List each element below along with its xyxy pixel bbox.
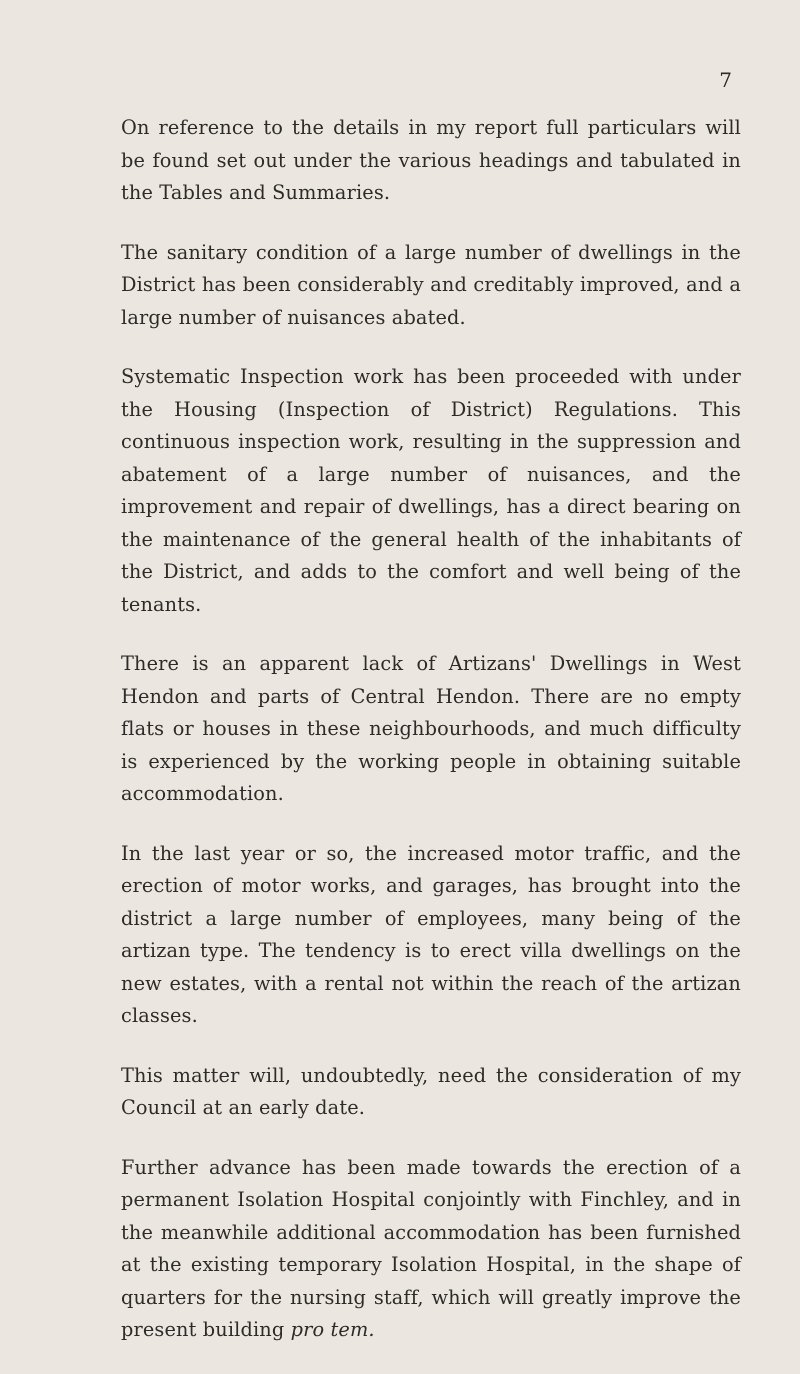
paragraph-sanitary-condition: The sanitary condition of a large number of dwellings in the District has been considerably and creditably improved, and a large number of nuisances abated. xyxy=(121,240,741,329)
document-body xyxy=(121,112,741,1374)
isolation-hospital-text: Further advance has been made towards the erection of a permanent Isolation Hospital conjointly with Finchley, and in the meanwhile additional accommodation has been furnished at the existing temporary Isolation Hospital, in the shape of quarters for the nursing staff, which will greatly improve the present building xyxy=(121,1155,741,1341)
paragraph-artizans-dwellings: There is an apparent lack of Artizans' Dwellings in West Hendon and parts of Central Hendon. There are no empty flats or houses in these neighbourhoods, and much difficulty is experienced by the working people in obtaining suitable accommodation. xyxy=(121,652,741,805)
paragraph-isolation-hospital xyxy=(121,1152,741,1347)
page-number: 7 xyxy=(719,68,732,92)
paragraph-motor-traffic: In the last year or so, the increased motor traffic, and the erection of motor works, and garages, has brought into the district a large number of employees, many being of the artizan type. The tendency is to erect villa dwellings on the new estates, with a rental not within the reach of the artizan classes. xyxy=(121,841,741,1027)
paragraph-systematic-inspection: Systematic Inspection work has been proceeded with under the Housing (Inspection of District) Regulations. This continuous inspection work, resulting in the suppression and abatement of a large number of nuisances, and the improvement and repair of dwellings, has a direct bearing on the maintenance of the general health of the inhabitants of the District, and adds to the comfort and well being of the tenants. xyxy=(121,365,741,616)
paragraph-council-consideration: This matter will, undoubtedly, need the consideration of my Council at an early date. xyxy=(121,1063,741,1119)
pro-tem-italic: pro tem. xyxy=(290,1318,375,1341)
paragraph-report-particulars: On reference to the details in my report full particulars will be found set out under the various headings and tabulated in the Tables and Summaries. xyxy=(121,116,741,204)
